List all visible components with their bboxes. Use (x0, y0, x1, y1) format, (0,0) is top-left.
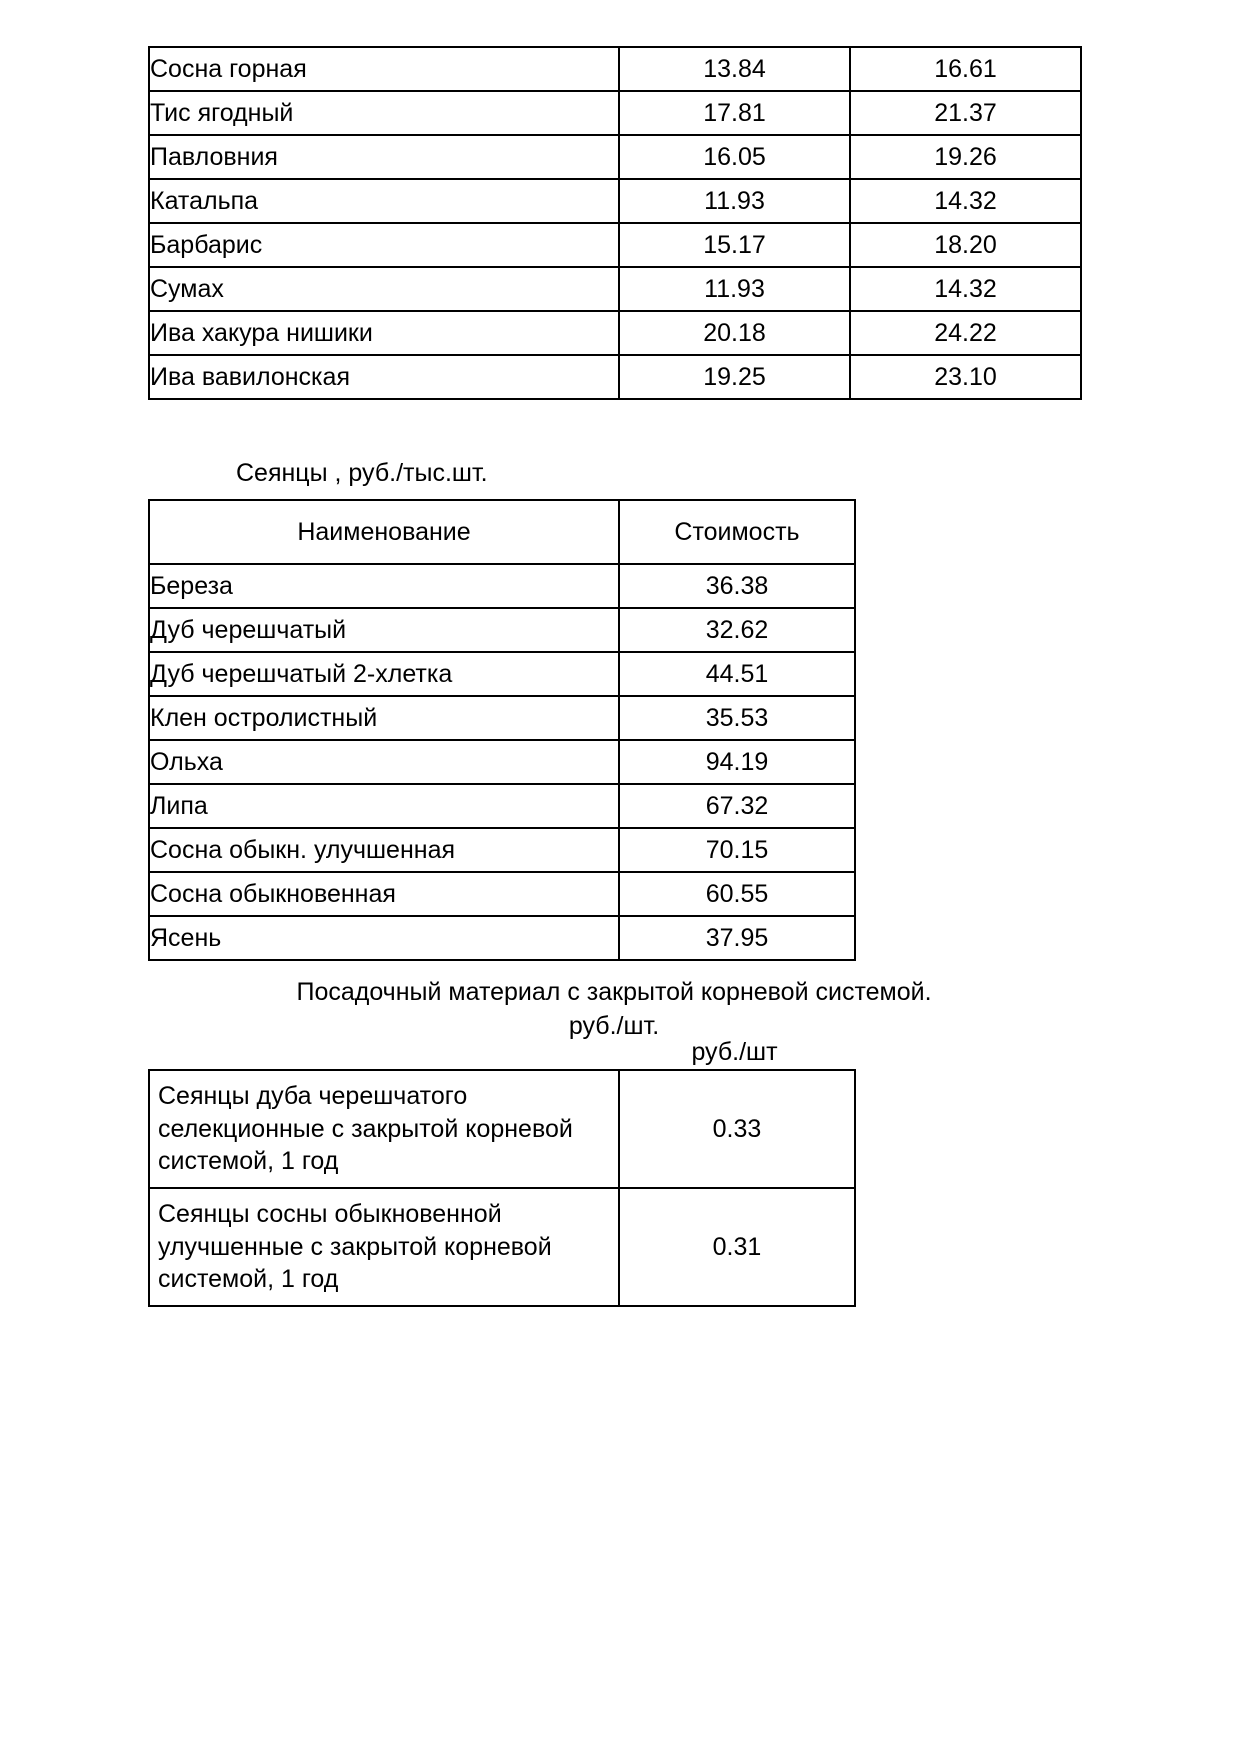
table-row (149, 311, 1081, 355)
column-header-value: Стоимость (619, 500, 855, 564)
price-value-1: 19.25 (619, 355, 850, 399)
price-value-1: 20.18 (619, 311, 850, 355)
price-value-2: 14.32 (850, 179, 1081, 223)
table-row (149, 652, 855, 696)
seedlings-caption: Сеянцы , руб./тыс.шт. (236, 459, 488, 487)
species-name: Тис ягодный (149, 91, 619, 135)
species-name: Сосна обыкновенная (149, 872, 619, 916)
species-name: Барбарис (149, 223, 619, 267)
species-name: Дуб черешчатый 2-хлетка (149, 652, 619, 696)
price-value-2: 24.22 (850, 311, 1081, 355)
species-name: Ясень (149, 916, 619, 960)
product-name: Сеянцы сосны обыкновенной улучшенные с закрытой корневой системой, 1 год (149, 1188, 619, 1306)
species-name: Липа (149, 784, 619, 828)
closed-root-table-body (149, 1070, 855, 1306)
price-value: 94.19 (619, 740, 855, 784)
closed-root-unit-label: руб./шт (691, 1038, 778, 1066)
table-row (149, 1188, 855, 1306)
price-value: 35.53 (619, 696, 855, 740)
price-value-1: 16.05 (619, 135, 850, 179)
price-value-2: 19.26 (850, 135, 1081, 179)
price-value: 67.32 (619, 784, 855, 828)
closed-root-table (148, 1069, 856, 1307)
table-row (149, 608, 855, 652)
price-value: 60.55 (619, 872, 855, 916)
species-name: Катальпа (149, 179, 619, 223)
price-list-continued-body (149, 47, 1081, 399)
table-row (149, 1070, 855, 1188)
table-row (149, 916, 855, 960)
price-value-2: 14.32 (850, 267, 1081, 311)
species-name: Сумах (149, 267, 619, 311)
table-row (149, 179, 1081, 223)
product-name: Сеянцы дуба черешчатого селекционные с закрытой корневой системой, 1 год (149, 1070, 619, 1188)
table-row (149, 828, 855, 872)
table-row (149, 267, 1081, 311)
species-name: Клен остролистный (149, 696, 619, 740)
price-value-1: 13.84 (619, 47, 850, 91)
table-row (149, 872, 855, 916)
price-value: 36.38 (619, 564, 855, 608)
closed-root-caption (148, 976, 1080, 1043)
price-value: 0.33 (619, 1070, 855, 1188)
column-header-name: Наименование (149, 500, 619, 564)
price-list-continued-table (148, 46, 1082, 400)
table-row (149, 740, 855, 784)
closed-root-caption-line2: руб./шт. (568, 1011, 660, 1040)
price-value: 37.95 (619, 916, 855, 960)
species-name: Сосна обыкн. улучшенная (149, 828, 619, 872)
table-row (149, 135, 1081, 179)
price-value-1: 11.93 (619, 179, 850, 223)
table-row (149, 47, 1081, 91)
price-value: 32.62 (619, 608, 855, 652)
seedlings-table (148, 499, 856, 961)
price-value-2: 21.37 (850, 91, 1081, 135)
price-value-1: 11.93 (619, 267, 850, 311)
price-value-2: 16.61 (850, 47, 1081, 91)
price-value-2: 18.20 (850, 223, 1081, 267)
species-name: Береза (149, 564, 619, 608)
table-row (149, 564, 855, 608)
table-row (149, 223, 1081, 267)
price-value-1: 17.81 (619, 91, 850, 135)
table-header-row (149, 500, 855, 564)
table-row (149, 784, 855, 828)
seedlings-table-body (149, 500, 855, 960)
table-row (149, 696, 855, 740)
species-name: Ива вавилонская (149, 355, 619, 399)
species-name: Павловния (149, 135, 619, 179)
price-value: 0.31 (619, 1188, 855, 1306)
table-row (149, 355, 1081, 399)
price-value: 44.51 (619, 652, 855, 696)
price-value-2: 23.10 (850, 355, 1081, 399)
species-name: Сосна горная (149, 47, 619, 91)
species-name: Ива хакура нишики (149, 311, 619, 355)
table-row (149, 91, 1081, 135)
closed-root-caption-line1: Посадочный материал с закрытой корневой системой. (296, 978, 932, 1006)
price-value-1: 15.17 (619, 223, 850, 267)
price-value: 70.15 (619, 828, 855, 872)
species-name: Дуб черешчатый (149, 608, 619, 652)
species-name: Ольха (149, 740, 619, 784)
